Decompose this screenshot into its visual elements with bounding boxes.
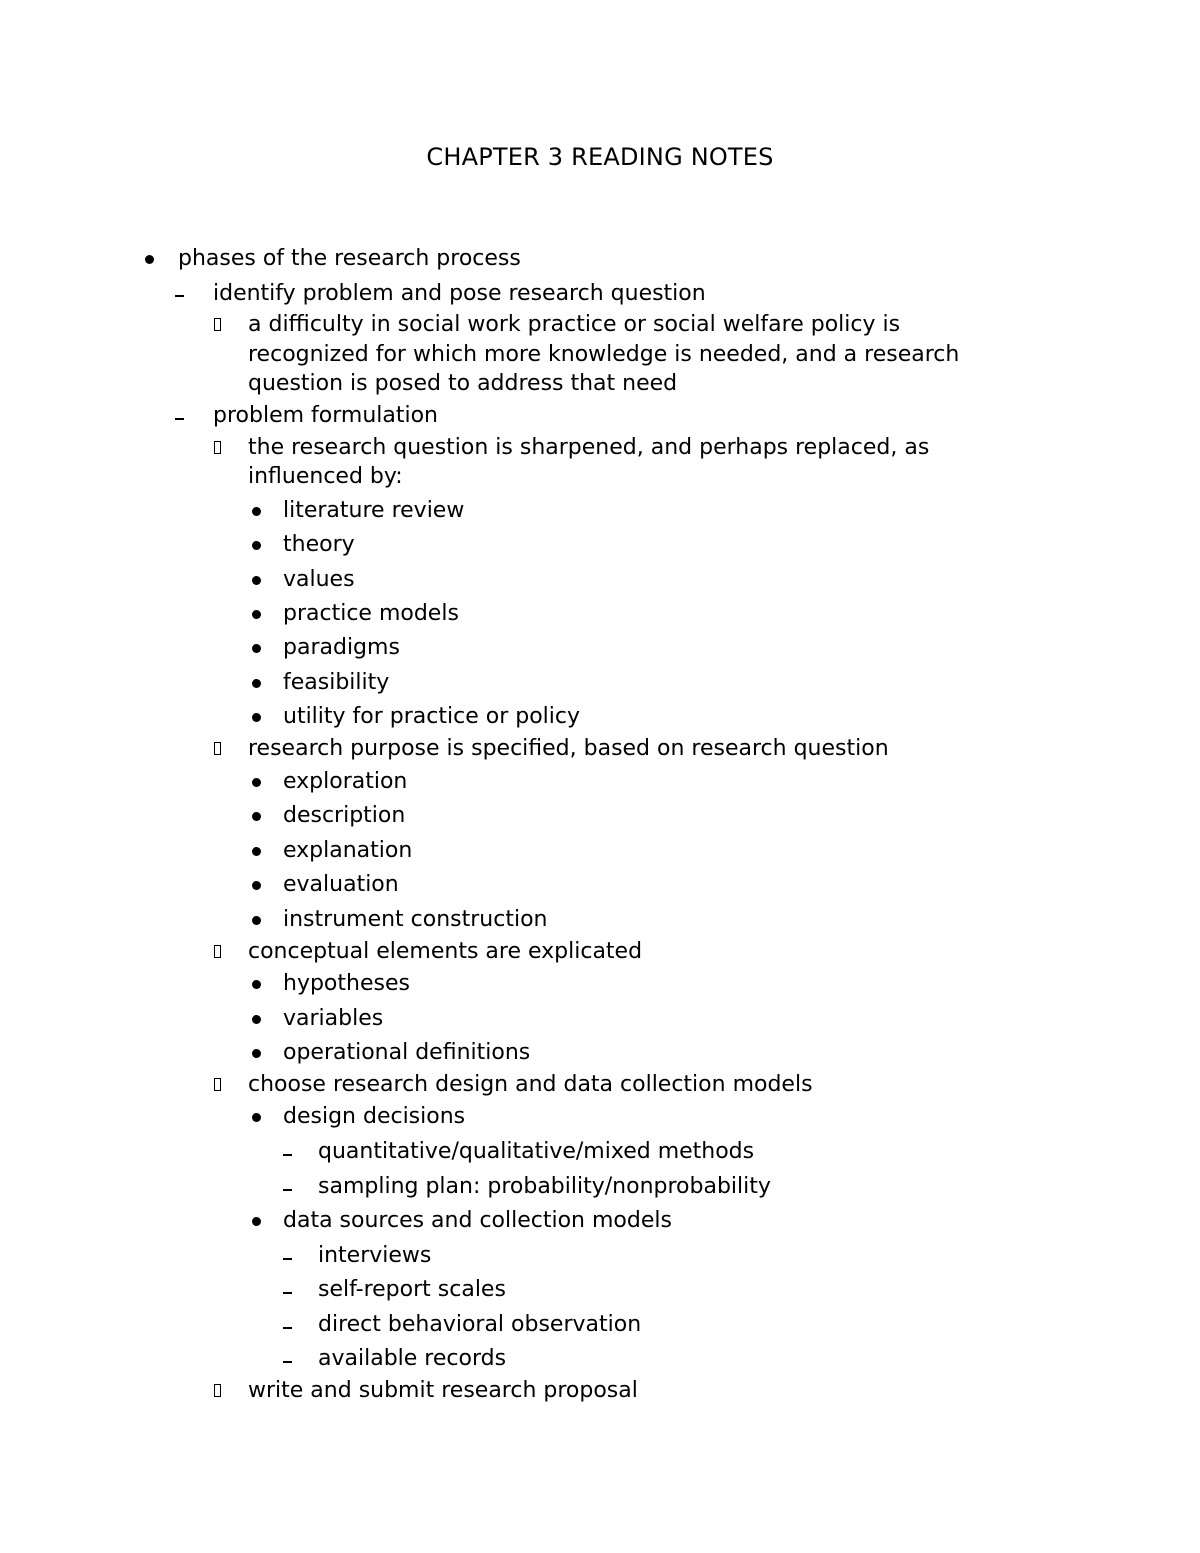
list-item-design: choose research design and data collection models: [248, 1072, 813, 1097]
bullet-icon: [145, 255, 154, 264]
square-bullet-icon: [214, 742, 221, 755]
square-bullet-icon: [214, 1384, 221, 1397]
list-item-design-decisions: design decisions: [283, 1104, 466, 1129]
square-bullet-icon: [214, 1078, 221, 1091]
list-item: practice models: [283, 601, 459, 626]
list-item: literature review: [283, 498, 465, 523]
list-item: utility for practice or policy: [283, 704, 580, 729]
list-item-identify: identify problem and pose research question: [213, 281, 706, 306]
dash-icon: [283, 1154, 292, 1156]
list-item: sampling plan: probability/nonprobability: [318, 1174, 771, 1199]
bullet-icon: [252, 576, 261, 585]
bullet-icon: [252, 916, 261, 925]
bullet-icon: [252, 541, 261, 550]
bullet-icon: [252, 812, 261, 821]
list-item: description: [283, 803, 406, 828]
dash-icon: [283, 1189, 292, 1191]
dash-icon: [283, 1327, 292, 1329]
bullet-icon: [252, 644, 261, 653]
list-item: evaluation: [283, 872, 399, 897]
list-item: exploration: [283, 769, 408, 794]
list-item-proposal: write and submit research proposal: [248, 1378, 638, 1403]
bullet-icon: [252, 1015, 261, 1024]
list-item-difficulty-cont: recognized for which more knowledge is needed, and a research: [248, 342, 960, 367]
bullet-icon: [252, 507, 261, 516]
dash-icon: [175, 418, 184, 420]
list-item-difficulty: a difficulty in social work practice or social welfare policy is: [248, 312, 901, 337]
bullet-icon: [252, 980, 261, 989]
bullet-icon: [252, 847, 261, 856]
bullet-icon: [252, 881, 261, 890]
square-bullet-icon: [214, 945, 221, 958]
list-item: self-report scales: [318, 1277, 506, 1302]
bullet-icon: [252, 1113, 261, 1122]
list-item-conceptual: conceptual elements are explicated: [248, 939, 643, 964]
list-item-difficulty-cont: question is posed to address that need: [248, 371, 678, 396]
list-item: variables: [283, 1006, 384, 1031]
square-bullet-icon: [214, 441, 221, 454]
list-item-phases: phases of the research process: [178, 246, 521, 271]
list-item-formulation: problem formulation: [213, 403, 438, 428]
list-item: instrument construction: [283, 907, 548, 932]
dash-icon: [175, 295, 184, 297]
bullet-icon: [252, 1049, 261, 1058]
list-item: values: [283, 567, 355, 592]
list-item: interviews: [318, 1243, 432, 1268]
list-item: theory: [283, 532, 355, 557]
list-item: paradigms: [283, 635, 400, 660]
list-item-sharpened-cont: influenced by:: [248, 464, 403, 489]
list-item-data-sources: data sources and collection models: [283, 1208, 672, 1233]
list-item-purpose: research purpose is specified, based on research question: [248, 736, 889, 761]
list-item: operational definitions: [283, 1040, 531, 1065]
bullet-icon: [252, 778, 261, 787]
square-bullet-icon: [214, 318, 221, 331]
bullet-icon: [252, 679, 261, 688]
list-item: feasibility: [283, 670, 390, 695]
list-item: explanation: [283, 838, 413, 863]
page-title: CHAPTER 3 READING NOTES: [426, 143, 774, 171]
dash-icon: [283, 1361, 292, 1363]
bullet-icon: [252, 610, 261, 619]
dash-icon: [283, 1258, 292, 1260]
list-item: hypotheses: [283, 971, 410, 996]
bullet-icon: [252, 713, 261, 722]
bullet-icon: [252, 1217, 261, 1226]
dash-icon: [283, 1292, 292, 1294]
list-item: quantitative/qualitative/mixed methods: [318, 1139, 755, 1164]
list-item-sharpened: the research question is sharpened, and perhaps replaced, as: [248, 435, 930, 460]
list-item: available records: [318, 1346, 507, 1371]
list-item: direct behavioral observation: [318, 1312, 642, 1337]
